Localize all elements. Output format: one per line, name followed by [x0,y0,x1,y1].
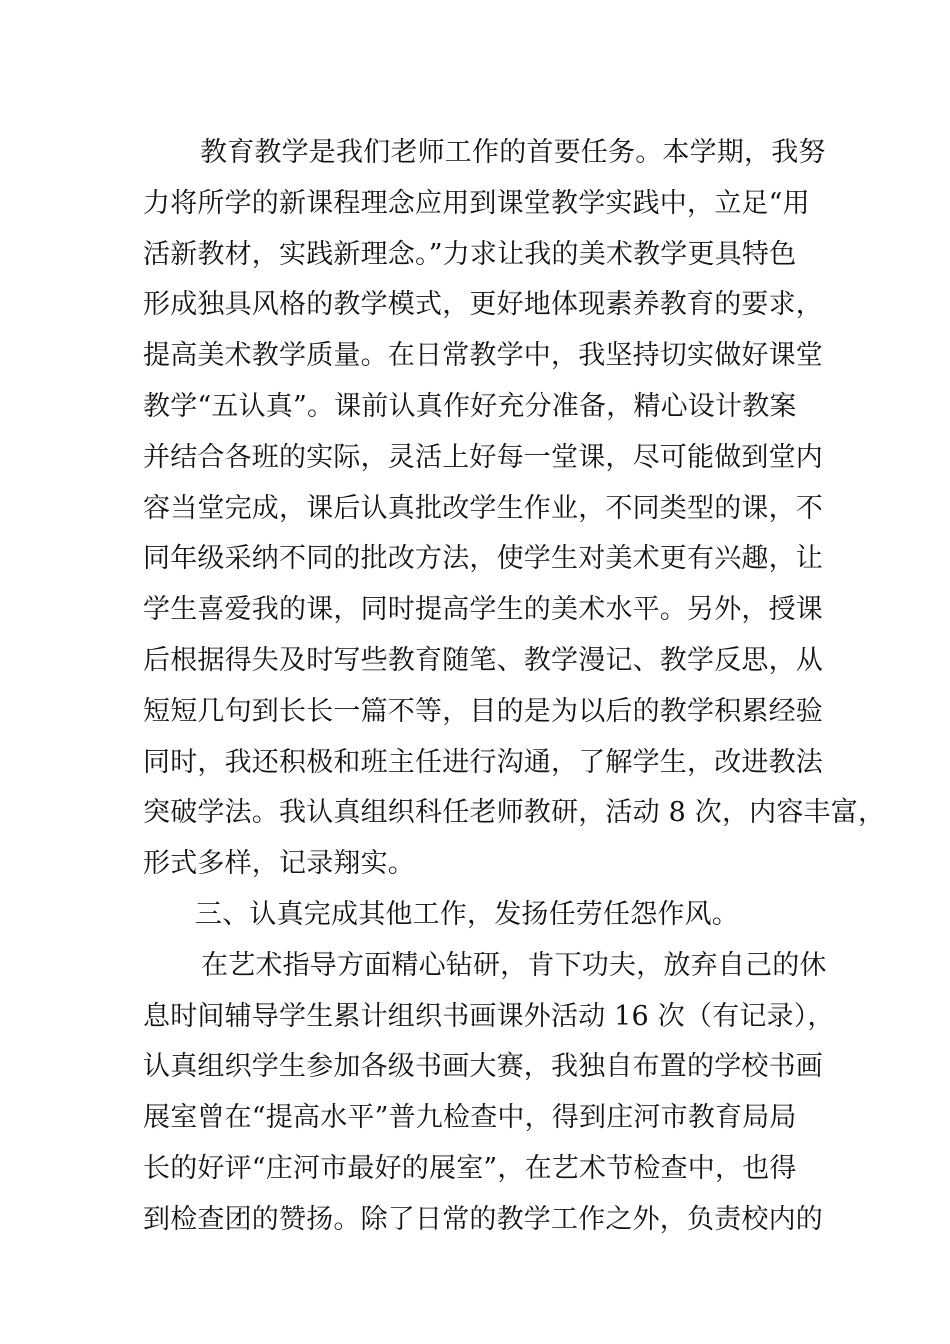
text-line: 形式多样，记录翔实。 [143,848,415,880]
text-line: 教学“五认真”。课前认真作好充分准备，精心设计教案 [143,390,797,422]
section-heading: 三、认真完成其他工作，发扬任劳任怨作风。 [195,898,739,930]
text-line: 到检查团的赞扬。除了日常的教学工作之外，负责校内的 [143,1203,823,1235]
text-line: 同时，我还积极和班主任进行沟通，了解学生，改进教法 [143,746,823,778]
body-text [143,128,886,1246]
text-line: 学生喜爱我的课，同时提高学生的美术水平。另外，授课 [143,594,823,626]
text-line: 认真组织学生参加各级书画大赛，我独自布置的学校书画 [143,1051,823,1083]
text-line: 后根据得失及时写些教育随笔、教学漫记、教学反思，从 [143,644,823,676]
text-line: 力将所学的新课程理念应用到课堂教学实践中，立足“用 [143,187,810,219]
text-line: 息时间辅导学生累计组织书画课外活动 16 次（有记录）， [143,1000,835,1032]
text-line: 并结合各班的实际，灵活上好每一堂课，尽可能做到堂内 [143,441,823,473]
text-line: 活新教材，实践新理念。”力求让我的美术教学更具特色 [143,238,797,270]
text-line: 形成独具风格的教学模式，更好地体现素养教育的要求， [143,289,823,321]
text-line: 容当堂完成，课后认真批改学生作业，不同类型的课，不 [143,492,823,524]
text-line: 教育教学是我们老师工作的首要任务。本学期，我努 [200,137,826,168]
text-line: 提高美术教学质量。在日常教学中，我坚持切实做好课堂 [143,340,823,372]
text-line: 同年级采纳不同的批改方法，使学生对美术更有兴趣，让 [143,543,823,575]
text-line: 展室曾在“提高水平”普九检查中，得到庄河市教育局局 [143,1102,797,1134]
text-line: 短短几句到长长一篇不等，目的是为以后的教学积累经验 [143,695,823,727]
text-line: 突破学法。我认真组织科任老师教研，活动 8 次，内容丰富， [143,797,886,829]
text-line: 长的好评“庄河市最好的展室”，在艺术节检查中，也得 [143,1152,797,1184]
text-line: 在艺术指导方面精心钻研，肯下功夫，放弃自己的休 [201,949,827,981]
